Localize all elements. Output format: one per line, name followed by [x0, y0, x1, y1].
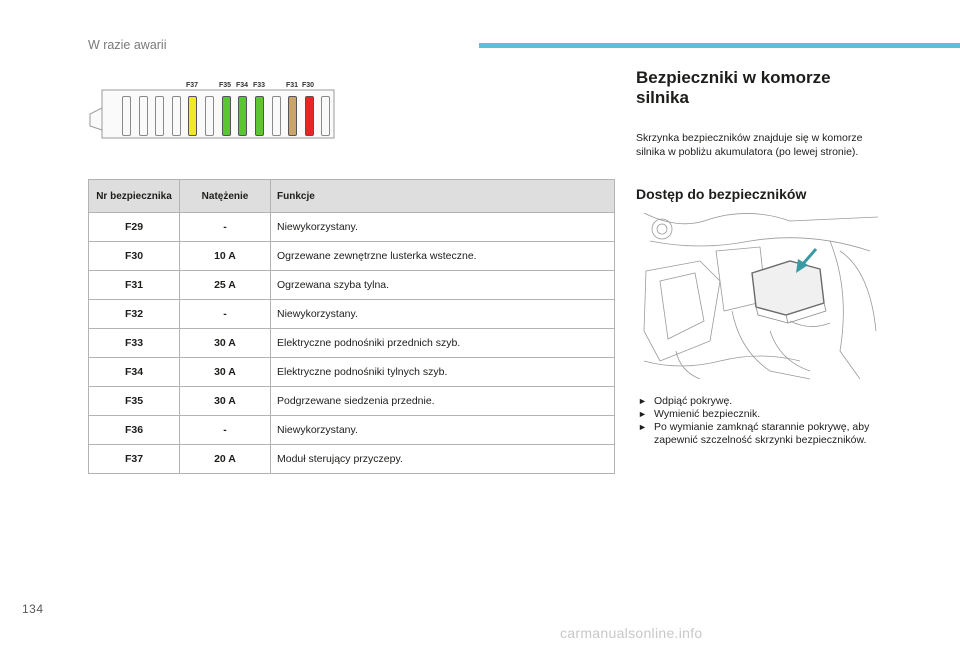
- list-item: [636, 421, 891, 447]
- cell-function: Elektryczne podnośniki tylnych szyb.: [271, 358, 615, 387]
- table-row: [89, 416, 615, 445]
- fuse-f37: [188, 96, 197, 136]
- cell-fuse-number: F37: [89, 445, 180, 474]
- watermark: carmanualsonline.info: [560, 625, 703, 641]
- fuse-f31: [288, 96, 297, 136]
- section-heading: Bezpieczniki w komorze silnika: [636, 68, 831, 107]
- header-fuse-number: Nr bezpiecznika: [89, 180, 180, 213]
- fuse-box-diagram: [88, 78, 338, 140]
- cell-fuse-number: F34: [89, 358, 180, 387]
- cell-function: Ogrzewane zewnętrzne lusterka wsteczne.: [271, 242, 615, 271]
- step-text: Po wymianie zamknąć starannie pokrywę, aby zapewnić szczelność skrzynki bezpieczników.: [654, 421, 870, 446]
- bullet-arrow-icon: ►: [638, 409, 647, 419]
- fuse-label-f34: F34: [236, 82, 249, 89]
- fuse-slot: [172, 96, 181, 136]
- header-section-title: W razie awarii: [88, 38, 167, 52]
- intro-paragraph: Skrzynka bezpieczników znajduje się w komorze silnika w pobliżu akumulatora (po lewej stronie).: [636, 131, 863, 158]
- list-item: [636, 408, 891, 421]
- cell-fuse-number: F29: [89, 213, 180, 242]
- table-row: [89, 242, 615, 271]
- bullet-arrow-icon: ►: [638, 422, 647, 432]
- list-item: [636, 395, 891, 408]
- cell-amperage: 30 A: [180, 329, 271, 358]
- cell-function: Niewykorzystany.: [271, 416, 615, 445]
- cell-amperage: -: [180, 300, 271, 329]
- cell-fuse-number: F35: [89, 387, 180, 416]
- fuse-slot: [139, 96, 148, 136]
- fuse-slot: [272, 96, 281, 136]
- table-row: [89, 213, 615, 242]
- cell-amperage: -: [180, 416, 271, 445]
- header-amperage: Natężenie: [180, 180, 271, 213]
- fuse-f34: [238, 96, 247, 136]
- fuse-slot: [122, 96, 131, 136]
- fuse-f35: [222, 96, 231, 136]
- header-accent-bar: [479, 43, 960, 48]
- page-number: 134: [22, 602, 44, 616]
- engine-compartment-illustration: [640, 211, 880, 381]
- cell-amperage: 10 A: [180, 242, 271, 271]
- cell-amperage: -: [180, 213, 271, 242]
- fuse-label-f35: F35: [219, 82, 232, 89]
- cell-function: Podgrzewane siedzenia przednie.: [271, 387, 615, 416]
- cell-fuse-number: F30: [89, 242, 180, 271]
- cell-fuse-number: F32: [89, 300, 180, 329]
- sub-heading: Dostęp do bezpieczników: [636, 186, 807, 202]
- cell-function: Ogrzewana szyba tylna.: [271, 271, 615, 300]
- cell-amperage: 30 A: [180, 387, 271, 416]
- fuse-label-f37: F37: [186, 82, 199, 89]
- cell-amperage: 20 A: [180, 445, 271, 474]
- step-text: Wymienić bezpiecznik.: [654, 408, 761, 420]
- right-column: [636, 68, 896, 108]
- table-row: [89, 329, 615, 358]
- table-row: [89, 300, 615, 329]
- fuse-slot: [321, 96, 330, 136]
- fuse-f30: [305, 96, 314, 136]
- cell-fuse-number: F36: [89, 416, 180, 445]
- cell-function: Moduł sterujący przyczepy.: [271, 445, 615, 474]
- cell-function: Niewykorzystany.: [271, 300, 615, 329]
- cell-function: Elektryczne podnośniki przednich szyb.: [271, 329, 615, 358]
- fuse-f33: [255, 96, 264, 136]
- table-header-row: [89, 180, 615, 213]
- cell-amperage: 25 A: [180, 271, 271, 300]
- header-function: Funkcje: [271, 180, 615, 213]
- cell-fuse-number: F33: [89, 329, 180, 358]
- fuse-slot: [205, 96, 214, 136]
- fuse-label-f31: F31: [286, 82, 299, 89]
- fuse-label-f33: F33: [253, 82, 266, 89]
- bullet-arrow-icon: ►: [638, 396, 647, 406]
- fuse-table: [88, 179, 615, 474]
- table-row: [89, 271, 615, 300]
- table-row: [89, 358, 615, 387]
- table-row: [89, 387, 615, 416]
- fuse-label-f30: F30: [302, 82, 315, 89]
- cell-fuse-number: F31: [89, 271, 180, 300]
- step-text: Odpiąć pokrywę.: [654, 395, 733, 407]
- table-row: [89, 445, 615, 474]
- instruction-steps: [636, 395, 891, 447]
- cell-amperage: 30 A: [180, 358, 271, 387]
- cell-function: Niewykorzystany.: [271, 213, 615, 242]
- fuse-slot: [155, 96, 164, 136]
